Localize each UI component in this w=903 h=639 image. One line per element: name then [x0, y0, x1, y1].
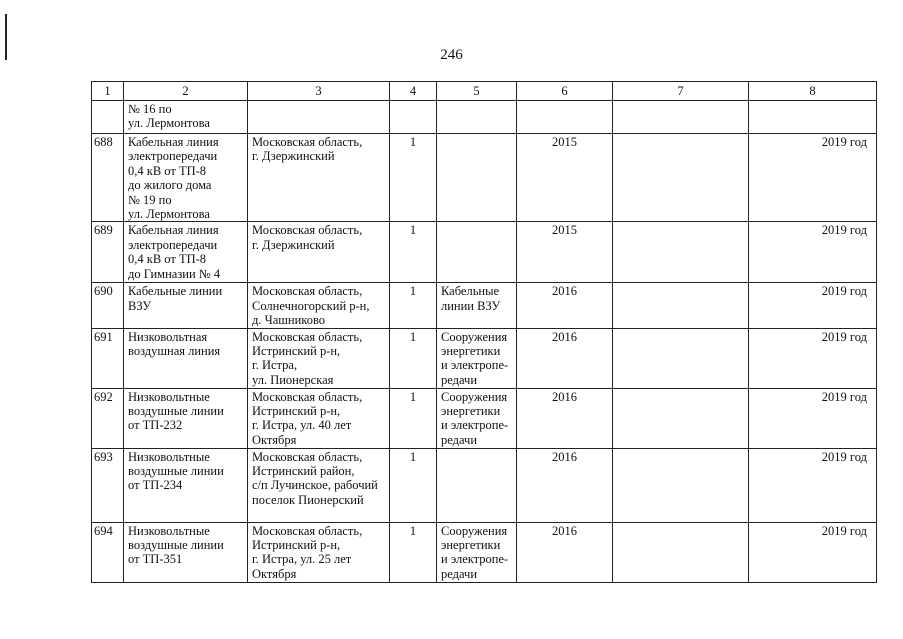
object-name: Низковольтные воздушные линии от ТП-351 — [124, 522, 248, 582]
column-header: 1 — [92, 82, 124, 101]
object-type — [437, 448, 517, 522]
object-note — [613, 448, 749, 522]
row-number: 689 — [92, 222, 124, 283]
table-row — [92, 134, 877, 222]
row-number: 692 — [92, 388, 124, 448]
object-term: 2019 год — [749, 134, 877, 222]
object-quantity: 1 — [390, 448, 437, 522]
column-header: 3 — [248, 82, 390, 101]
object-name: Кабельные линии ВЗУ — [124, 283, 248, 328]
object-address: Московская область, г. Дзержинский — [248, 134, 390, 222]
table-row — [92, 328, 877, 388]
object-note — [613, 101, 749, 134]
object-type: Сооружения энергетики и электропе- редачи — [437, 522, 517, 582]
object-year: 2016 — [517, 448, 613, 522]
object-quantity — [390, 101, 437, 134]
column-header: 2 — [124, 82, 248, 101]
object-type — [437, 134, 517, 222]
object-type — [437, 101, 517, 134]
header-row — [92, 82, 877, 101]
table-row — [92, 283, 877, 328]
object-year: 2015 — [517, 134, 613, 222]
row-number: 688 — [92, 134, 124, 222]
object-name: Низковольтная воздушная линия — [124, 328, 248, 388]
object-quantity: 1 — [390, 328, 437, 388]
object-quantity: 1 — [390, 522, 437, 582]
object-quantity: 1 — [390, 283, 437, 328]
registry-table — [91, 81, 877, 583]
object-term: 2019 год — [749, 448, 877, 522]
object-note — [613, 522, 749, 582]
row-number — [92, 101, 124, 134]
object-address: Московская область, Солнечногорский р-н, д. Чашниково — [248, 283, 390, 328]
object-term: 2019 год — [749, 283, 877, 328]
object-address: Московская область, Истринский р-н, г. Истра, ул. 40 лет Октября — [248, 388, 390, 448]
object-address — [248, 101, 390, 134]
row-number: 694 — [92, 522, 124, 582]
table-row — [92, 388, 877, 448]
object-address: Московская область, Истринский р-н, г. Истра, ул. Пионерская — [248, 328, 390, 388]
object-name: Низковольтные воздушные линии от ТП-234 — [124, 448, 248, 522]
object-type: Кабельные линии ВЗУ — [437, 283, 517, 328]
object-address: Московская область, Истринский р-н, г. Истра, ул. 25 лет Октября — [248, 522, 390, 582]
row-number: 690 — [92, 283, 124, 328]
object-year: 2016 — [517, 328, 613, 388]
object-address: Московская область, Истринский район, с/п Лучинское, рабочий поселок Пионерский — [248, 448, 390, 522]
object-note — [613, 134, 749, 222]
object-year: 2015 — [517, 222, 613, 283]
object-term: 2019 год — [749, 522, 877, 582]
object-type: Сооружения энергетики и электропе- редачи — [437, 328, 517, 388]
object-name: № 16 по ул. Лермонтова — [124, 101, 248, 134]
object-quantity: 1 — [390, 222, 437, 283]
row-number: 691 — [92, 328, 124, 388]
page-number: 246 — [440, 47, 463, 63]
object-note — [613, 328, 749, 388]
object-year: 2016 — [517, 283, 613, 328]
object-type — [437, 222, 517, 283]
object-term: 2019 год — [749, 222, 877, 283]
object-name: Кабельная линия электропередачи 0,4 кВ от ТП-8 до Гимназии № 4 — [124, 222, 248, 283]
object-type: Сооружения энергетики и электропе- редачи — [437, 388, 517, 448]
object-name: Кабельная линия электропередачи 0,4 кВ от ТП-8 до жилого дома № 19 по ул. Лермонтова — [124, 134, 248, 222]
column-header: 7 — [613, 82, 749, 101]
column-header: 6 — [517, 82, 613, 101]
object-term: 2019 год — [749, 328, 877, 388]
column-header: 8 — [749, 82, 877, 101]
object-year — [517, 101, 613, 134]
object-address: Московская область, г. Дзержинский — [248, 222, 390, 283]
table-row — [92, 101, 877, 134]
object-note — [613, 283, 749, 328]
table-row — [92, 522, 877, 582]
object-name: Низковольтные воздушные линии от ТП-232 — [124, 388, 248, 448]
column-header: 4 — [390, 82, 437, 101]
row-number: 693 — [92, 448, 124, 522]
object-note — [613, 388, 749, 448]
object-quantity: 1 — [390, 134, 437, 222]
table-row — [92, 448, 877, 522]
object-term: 2019 год — [749, 388, 877, 448]
column-header: 5 — [437, 82, 517, 101]
object-year: 2016 — [517, 388, 613, 448]
table-row — [92, 222, 877, 283]
object-quantity: 1 — [390, 388, 437, 448]
object-term — [749, 101, 877, 134]
object-note — [613, 222, 749, 283]
object-year: 2016 — [517, 522, 613, 582]
